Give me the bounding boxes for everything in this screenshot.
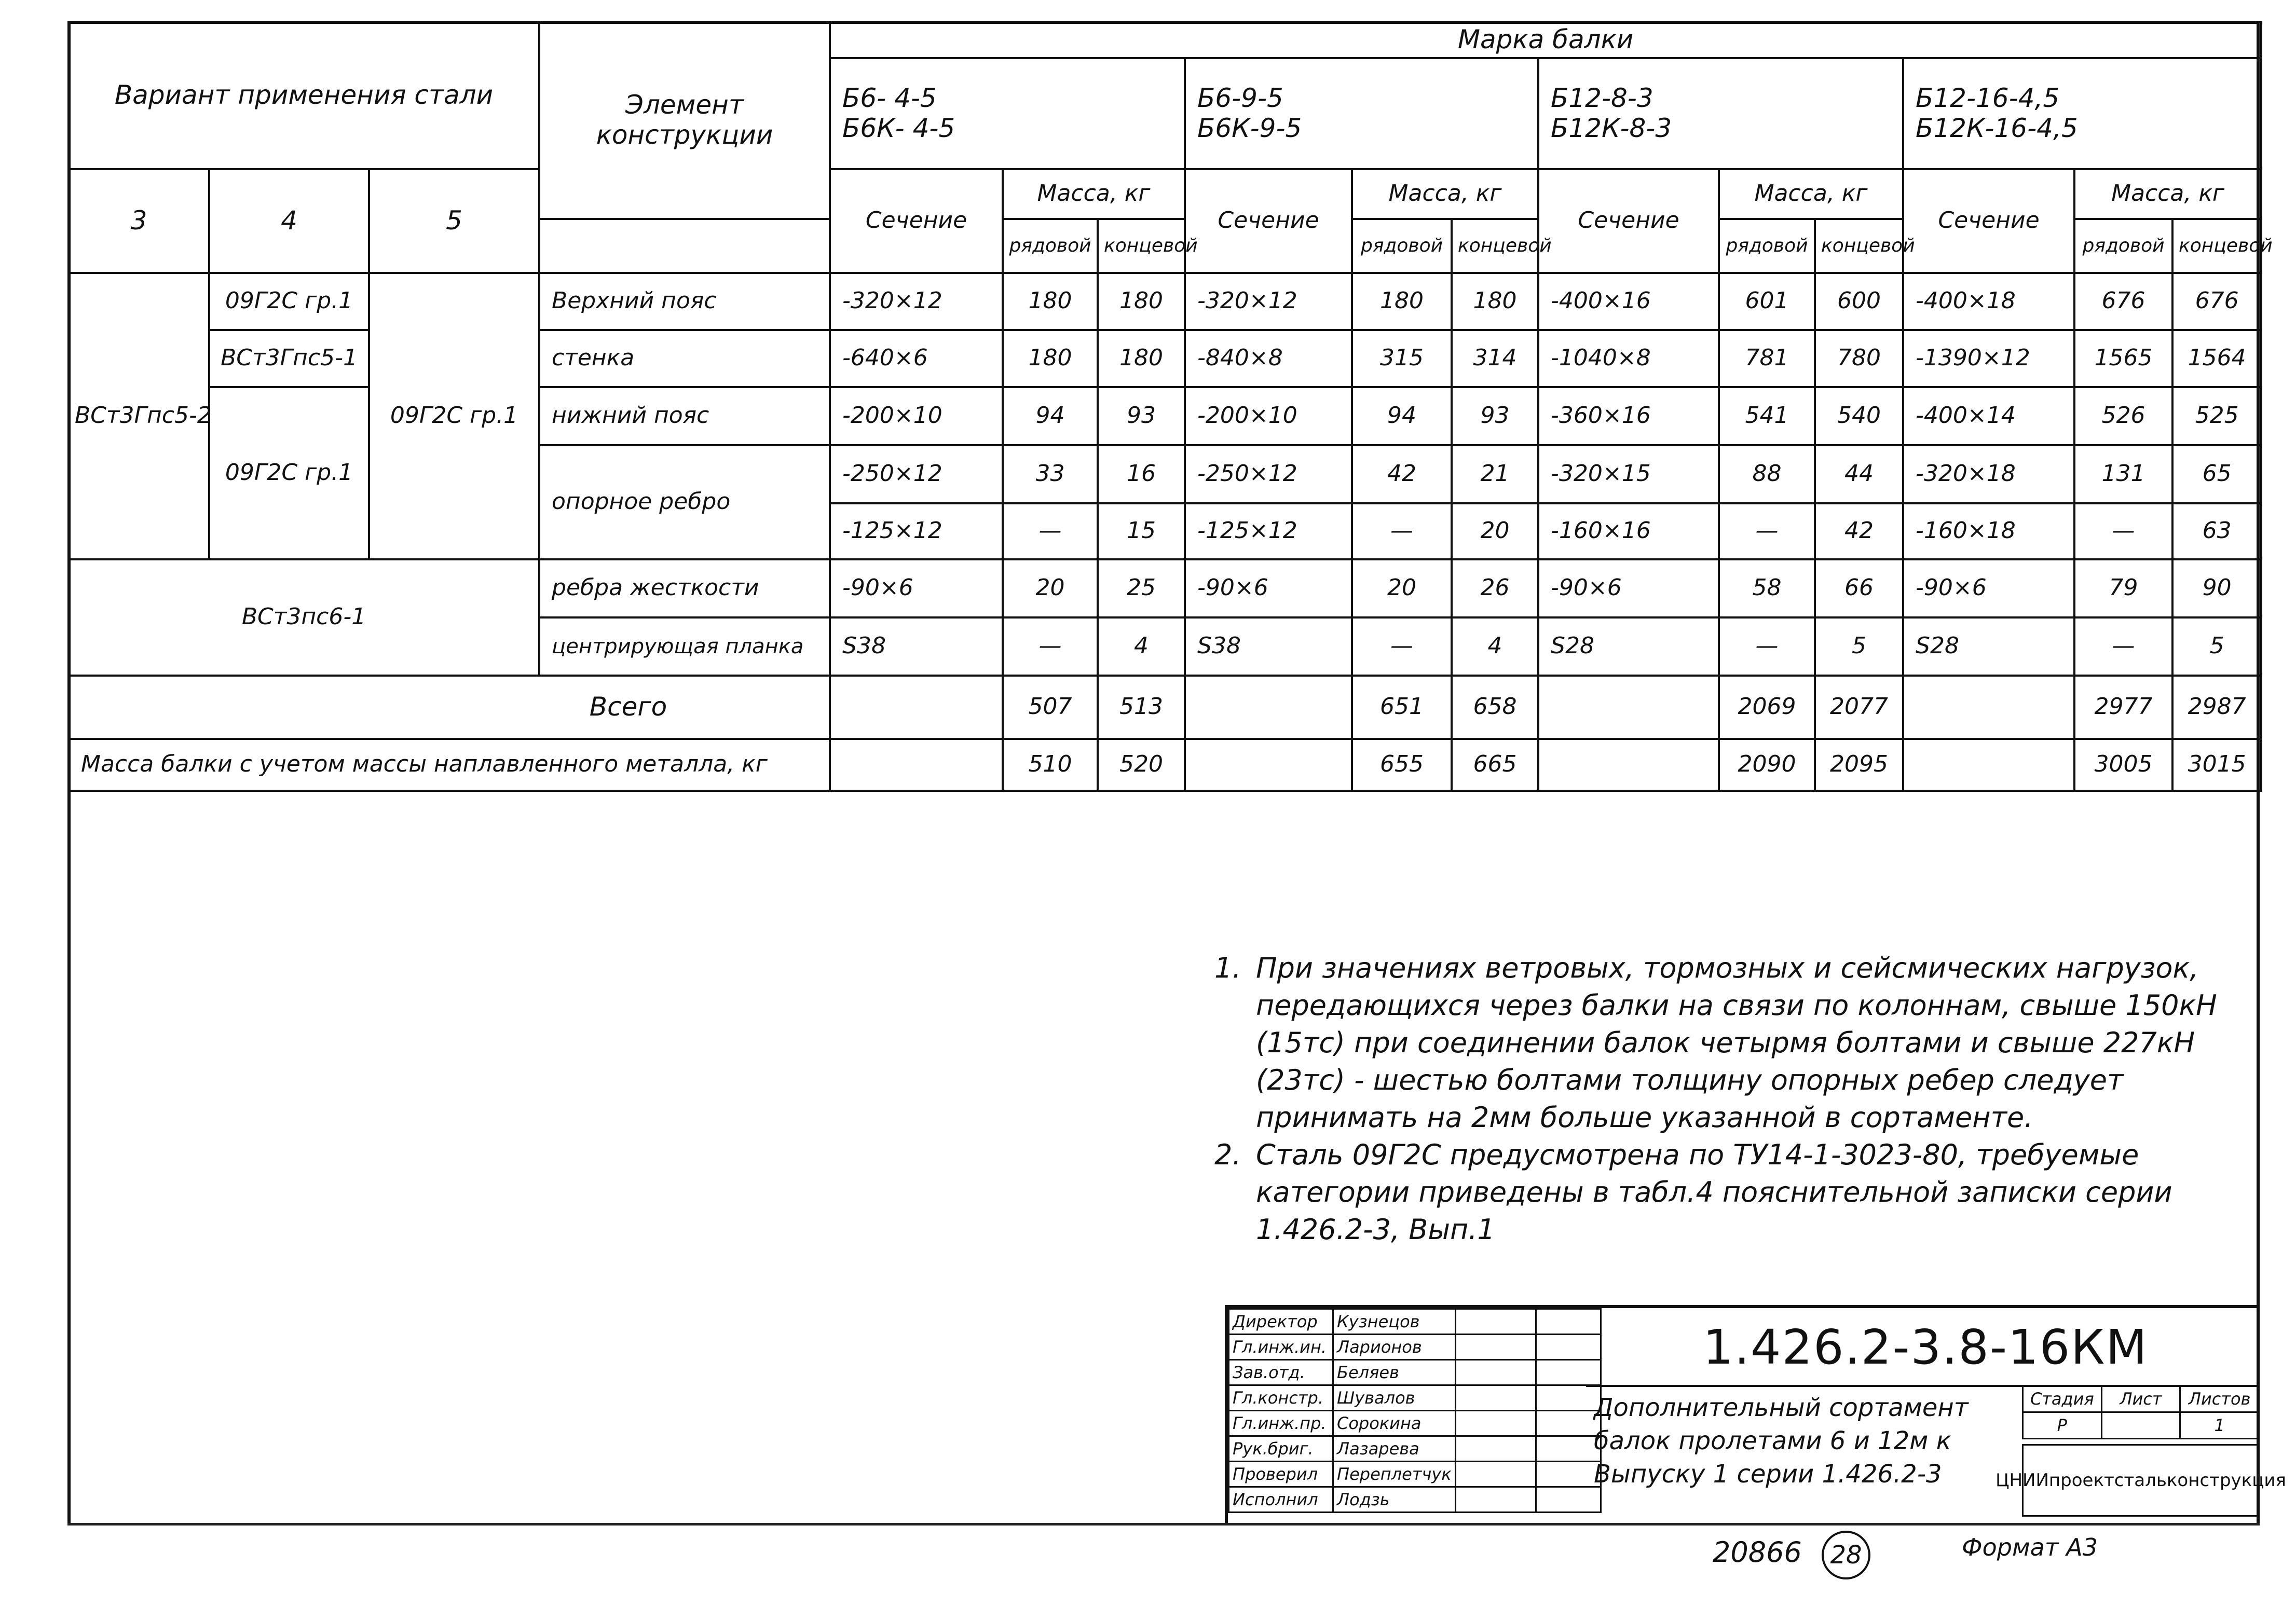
- date: [1536, 1487, 1601, 1513]
- ordinary-header: рядовой: [1003, 219, 1098, 273]
- element-name: ребра жесткости: [539, 559, 830, 617]
- element-header-spacer: [539, 219, 830, 273]
- cell: 2077: [1815, 676, 1903, 739]
- beam-mark: Б12-16-4,5 Б12К-16-4,5: [1903, 58, 2261, 169]
- cell: 2090: [1719, 739, 1815, 791]
- cell: 180: [1098, 330, 1185, 387]
- cell: 676: [2172, 273, 2261, 330]
- cell: 88: [1719, 445, 1815, 503]
- cell: —: [1352, 617, 1452, 676]
- cell: 525: [2172, 387, 2261, 445]
- element-name: центрирующая планка: [539, 617, 830, 676]
- person-name: Лодзь: [1333, 1487, 1456, 1513]
- cell: [830, 739, 1003, 791]
- cell: —: [1719, 503, 1815, 559]
- cell: 93: [1098, 387, 1185, 445]
- cell: 131: [2074, 445, 2172, 503]
- signature: [1455, 1436, 1536, 1462]
- element-name: нижний пояс: [539, 387, 830, 445]
- cell: -200×10: [830, 387, 1003, 445]
- organization: ЦНИИпроектстальконструкция: [2022, 1444, 2260, 1517]
- role: Гл.констр.: [1229, 1385, 1333, 1411]
- cell: -400×18: [1903, 273, 2074, 330]
- cell: -200×10: [1185, 387, 1352, 445]
- ordinary-header: рядовой: [2074, 219, 2172, 273]
- cell: —: [1352, 503, 1452, 559]
- end-header: концевой: [1815, 219, 1903, 273]
- cell: 33: [1003, 445, 1098, 503]
- mass-header: Масса, кг: [2074, 169, 2261, 219]
- cell: 1564: [2172, 330, 2261, 387]
- cell: 2095: [1815, 739, 1903, 791]
- title-block: [1225, 1305, 2286, 1525]
- cell: 3005: [2074, 739, 2172, 791]
- welded-mass-row: [69, 739, 2261, 791]
- notes: [1214, 950, 2263, 1248]
- cell: [1903, 676, 2074, 739]
- cell: 600: [1815, 273, 1903, 330]
- cell: 665: [1452, 739, 1538, 791]
- role: Зав.отд.: [1229, 1360, 1333, 1385]
- role: Директор: [1229, 1309, 1333, 1335]
- cell: —: [1003, 503, 1098, 559]
- cell: [830, 676, 1003, 739]
- cell: S38: [830, 617, 1003, 676]
- sheets-label: Листов: [2180, 1386, 2259, 1412]
- cell: 676: [2074, 273, 2172, 330]
- section-header: Сечение: [1538, 169, 1719, 273]
- cell: S28: [1903, 617, 2074, 676]
- cell: 658: [1452, 676, 1538, 739]
- beam-mark: Б6- 4-5 Б6К- 4-5: [830, 58, 1185, 169]
- steel-lower: ВСт3пс6-1: [69, 559, 539, 676]
- variant-header: Вариант применения стали: [69, 22, 539, 169]
- inventory-number: 20866: [1713, 1536, 1802, 1569]
- date: [1536, 1411, 1601, 1436]
- stage-label: Стадия: [2023, 1386, 2102, 1412]
- mass-header: Масса, кг: [1003, 169, 1185, 219]
- end-header: концевой: [1098, 219, 1185, 273]
- sheets-value: 1: [2180, 1412, 2259, 1439]
- mass-header: Масса, кг: [1352, 169, 1538, 219]
- cell: 314: [1452, 330, 1538, 387]
- beam-mark: Б6-9-5 Б6К-9-5: [1185, 58, 1538, 169]
- cell: -320×12: [1185, 273, 1352, 330]
- signature: [1455, 1411, 1536, 1436]
- person-name: Сорокина: [1333, 1411, 1456, 1436]
- cell: -160×16: [1538, 503, 1719, 559]
- cell: 2977: [2074, 676, 2172, 739]
- cell: -90×6: [830, 559, 1003, 617]
- cell: -90×6: [1903, 559, 2074, 617]
- cell: S38: [1185, 617, 1352, 676]
- cell: -250×12: [830, 445, 1003, 503]
- column-number: 5: [369, 169, 539, 273]
- beam-mark-header: Марка балки: [830, 22, 2261, 58]
- person-name: Лазарева: [1333, 1436, 1456, 1462]
- cell: 180: [1003, 273, 1098, 330]
- cell: —: [1719, 617, 1815, 676]
- section-header: Сечение: [830, 169, 1003, 273]
- cell: -320×15: [1538, 445, 1719, 503]
- cell: -320×18: [1903, 445, 2074, 503]
- cell: -250×12: [1185, 445, 1352, 503]
- beam-mark: Б12-8-3 Б12К-8-3: [1538, 58, 1903, 169]
- person-name: Беляев: [1333, 1360, 1456, 1385]
- element-name: Верхний пояс: [539, 273, 830, 330]
- cell: S28: [1538, 617, 1719, 676]
- cell: 42: [1352, 445, 1452, 503]
- cell: 180: [1003, 330, 1098, 387]
- cell: 20: [1352, 559, 1452, 617]
- cell: -1390×12: [1903, 330, 2074, 387]
- cell: 20: [1003, 559, 1098, 617]
- note-number: 2.: [1214, 1138, 1241, 1171]
- cell: 507: [1003, 676, 1098, 739]
- cell: 94: [1003, 387, 1098, 445]
- ordinary-header: рядовой: [1352, 219, 1452, 273]
- cell: 42: [1815, 503, 1903, 559]
- person-name: Переплетчук: [1333, 1462, 1456, 1487]
- cell: 4: [1098, 617, 1185, 676]
- cell: 65: [2172, 445, 2261, 503]
- table-row: [69, 273, 2261, 330]
- stage-value: Р: [2023, 1412, 2102, 1439]
- cell: —: [2074, 617, 2172, 676]
- cell: 526: [2074, 387, 2172, 445]
- signature: [1455, 1385, 1536, 1411]
- role: Рук.бриг.: [1229, 1436, 1333, 1462]
- beam-assortment-table: [67, 21, 2273, 792]
- cell: 4: [1452, 617, 1538, 676]
- signature: [1455, 1487, 1536, 1513]
- cell: 5: [2172, 617, 2261, 676]
- note-item: [1214, 1136, 2263, 1248]
- cell: 180: [1452, 273, 1538, 330]
- cell: -90×6: [1538, 559, 1719, 617]
- element-header: Элемент конструкции: [539, 22, 830, 219]
- role: Гл.инж.ин.: [1229, 1335, 1333, 1360]
- cell: -400×16: [1538, 273, 1719, 330]
- cell: 2069: [1719, 676, 1815, 739]
- cell: [1185, 739, 1352, 791]
- cell: 651: [1352, 676, 1452, 739]
- cell: 26: [1452, 559, 1538, 617]
- role: Проверил: [1229, 1462, 1333, 1487]
- date: [1536, 1462, 1601, 1487]
- role: Гл.инж.пр.: [1229, 1411, 1333, 1436]
- cell: —: [2074, 503, 2172, 559]
- cell: 94: [1352, 387, 1452, 445]
- cell: -320×12: [830, 273, 1003, 330]
- element-name: опорное ребро: [539, 445, 830, 559]
- cell: 601: [1719, 273, 1815, 330]
- steel-col4: 09Г2С гр.1: [209, 387, 369, 559]
- document-description: Дополнительный сортамент балок пролетами 6 и 12м к Выпуску 1 серии 1.426.2-3: [1594, 1393, 1969, 1489]
- cell: 655: [1352, 739, 1452, 791]
- cell: 58: [1719, 559, 1815, 617]
- frame-bottom-line: [67, 1523, 2260, 1525]
- role: Исполнил: [1229, 1487, 1333, 1513]
- cell: 16: [1098, 445, 1185, 503]
- cell: 781: [1719, 330, 1815, 387]
- signature: [1455, 1335, 1536, 1360]
- signature-table: [1228, 1308, 1602, 1513]
- cell: -400×14: [1903, 387, 2074, 445]
- cell: 44: [1815, 445, 1903, 503]
- column-number: 3: [69, 169, 209, 273]
- note-text: При значениях ветровых, тормозных и сейсмических нагрузок, передающихся через балки на связи по колоннам, свыше 150кН (15тс) при соединении балок четырмя болтами и свыше 227кН (23тс) - шестью болтами толщину опорных ребер следует принимать на 2мм больше указанной в сортаменте.: [1256, 952, 2217, 1134]
- cell: 315: [1352, 330, 1452, 387]
- steel-col4: 09Г2С гр.1: [209, 273, 369, 330]
- ordinary-header: рядовой: [1719, 219, 1815, 273]
- cell: -1040×8: [1538, 330, 1719, 387]
- cell: 5: [1815, 617, 1903, 676]
- sheet-value: [2101, 1412, 2180, 1439]
- cell: [1185, 676, 1352, 739]
- cell: 540: [1815, 387, 1903, 445]
- cell: 25: [1098, 559, 1185, 617]
- steel-col5: 09Г2С гр.1: [369, 273, 539, 559]
- cell: 780: [1815, 330, 1903, 387]
- table-row: [69, 559, 2261, 617]
- cell: 180: [1352, 273, 1452, 330]
- note-item: [1214, 950, 2263, 1136]
- signature: [1455, 1462, 1536, 1487]
- page-circle: 28: [1822, 1531, 1870, 1579]
- cell: 541: [1719, 387, 1815, 445]
- format-label: Формат А3: [1962, 1533, 2098, 1561]
- cell: -90×6: [1185, 559, 1352, 617]
- stage-table: [2022, 1385, 2260, 1439]
- cell: 66: [1815, 559, 1903, 617]
- column-number: 4: [209, 169, 369, 273]
- note-number: 1.: [1214, 952, 1241, 984]
- steel-col4: ВСт3Гпс5-1: [209, 330, 369, 387]
- cell: 1565: [2074, 330, 2172, 387]
- cell: 90: [2172, 559, 2261, 617]
- person-name: Шувалов: [1333, 1385, 1456, 1411]
- cell: 3015: [2172, 739, 2261, 791]
- mass-header: Масса, кг: [1719, 169, 1903, 219]
- section-header: Сечение: [1185, 169, 1352, 273]
- section-header: Сечение: [1903, 169, 2074, 273]
- welded-mass-label: Масса балки с учетом массы наплавленного металла, кг: [69, 739, 830, 791]
- cell: 520: [1098, 739, 1185, 791]
- cell: 510: [1003, 739, 1098, 791]
- cell: 513: [1098, 676, 1185, 739]
- cell: 21: [1452, 445, 1538, 503]
- date: [1536, 1436, 1601, 1462]
- person-name: Ларионов: [1333, 1335, 1456, 1360]
- cell: [1538, 676, 1719, 739]
- cell: -125×12: [830, 503, 1003, 559]
- cell: -160×18: [1903, 503, 2074, 559]
- person-name: Кузнецов: [1333, 1309, 1456, 1335]
- cell: 15: [1098, 503, 1185, 559]
- cell: -640×6: [830, 330, 1003, 387]
- end-header: концевой: [1452, 219, 1538, 273]
- total-label: Всего: [69, 676, 830, 739]
- note-text: Сталь 09Г2С предусмотрена по ТУ14-1-3023-80, требуемые категории приведены в табл.4 пояснительной записки серии 1.426.2-3, Вып.1: [1256, 1138, 2172, 1246]
- element-name: стенка: [539, 330, 830, 387]
- cell: 2987: [2172, 676, 2261, 739]
- cell: 63: [2172, 503, 2261, 559]
- steel-col3: ВСт3Гпс5-2: [69, 273, 209, 559]
- signature: [1455, 1360, 1536, 1385]
- end-header: концевой: [2172, 219, 2261, 273]
- sheet-label: Лист: [2101, 1386, 2180, 1412]
- cell: -360×16: [1538, 387, 1719, 445]
- cell: 79: [2074, 559, 2172, 617]
- total-row: [69, 676, 2261, 739]
- cell: 20: [1452, 503, 1538, 559]
- cell: 93: [1452, 387, 1538, 445]
- date: [1536, 1385, 1601, 1411]
- cell: [1903, 739, 2074, 791]
- cell: -125×12: [1185, 503, 1352, 559]
- cell: [1538, 739, 1719, 791]
- cell: 180: [1098, 273, 1185, 330]
- cell: -840×8: [1185, 330, 1352, 387]
- cell: —: [1003, 617, 1098, 676]
- signature: [1455, 1309, 1536, 1335]
- document-code: 1.426.2-3.8-16КМ: [1703, 1319, 2148, 1375]
